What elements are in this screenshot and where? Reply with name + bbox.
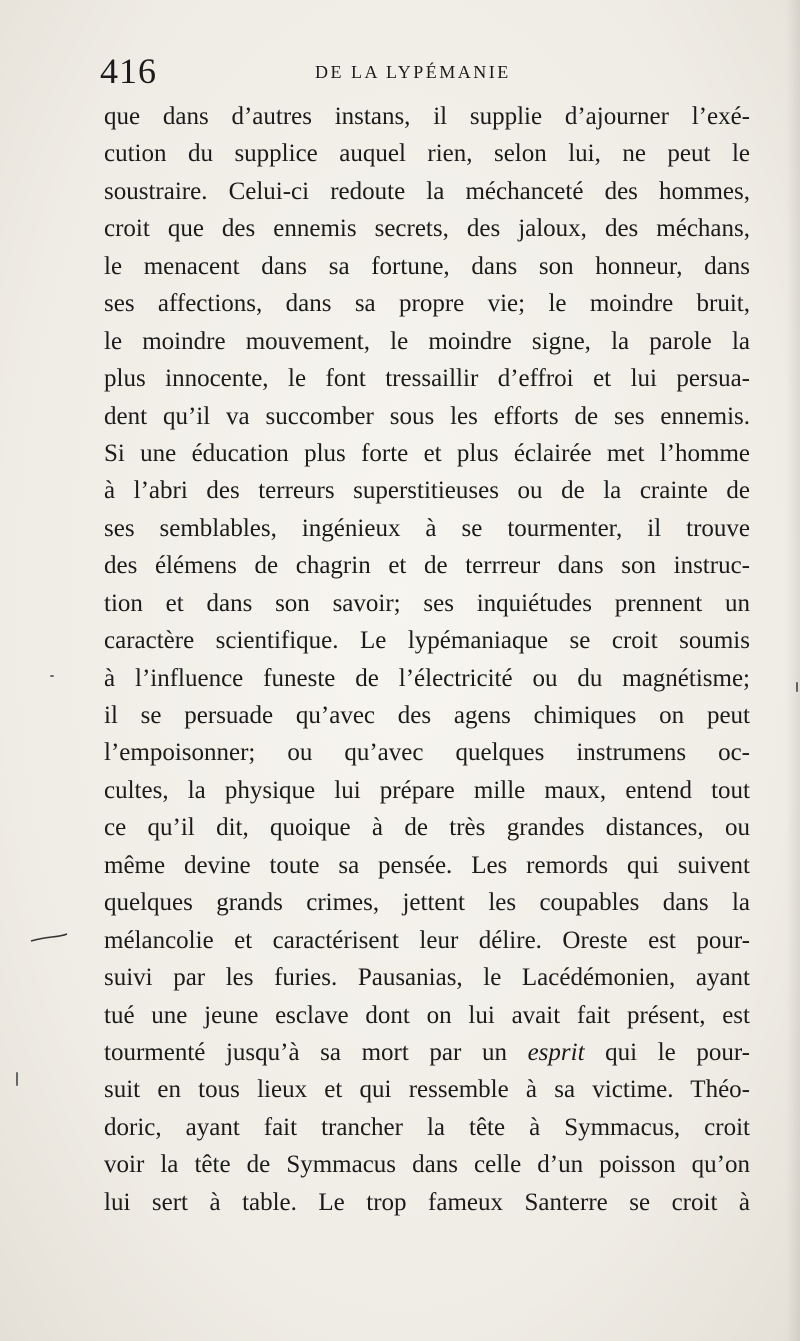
text-line: caractère scientifique. Le lypémaniaque se croit soumis (104, 627, 750, 655)
text-line: des élémens de chagrin et de terrreur dans son instruc- (104, 552, 750, 580)
text-line: cultes, la physique lui prépare mille maux, entend tout (104, 776, 750, 804)
body-text (104, 98, 750, 1221)
text-line: suit en tous lieux et qui ressemble à sa victime. Théo- (104, 1076, 750, 1104)
page-edge-shadow (786, 0, 800, 1341)
text-line: Si une éducation plus forte et plus éclairée met l’homme (104, 439, 750, 467)
text-line: le moindre mouvement, le moindre signe, la parole la (104, 327, 750, 355)
text-line: dent qu’il va succomber sous les efforts de ses ennemis. (104, 402, 750, 430)
page-number: 416 (100, 51, 157, 91)
text-line: croit que des ennemis secrets, des jaloux, des méchans, (104, 215, 750, 243)
ink-speck (50, 675, 54, 677)
text-line: plus innocente, le font tressaillir d’effroi et lui persua- (104, 365, 750, 393)
text-line: cution du supplice auquel rien, selon lui, ne peut le (104, 140, 750, 168)
text-line: à l’abri des terreurs superstitieuses ou de la crainte de (104, 477, 750, 505)
text-line: doric, ayant fait trancher la tête à Symmacus, croit (104, 1113, 750, 1141)
text-line: le menacent dans sa fortune, dans son honneur, dans (104, 252, 750, 280)
text-line: ses semblables, ingénieux à se tourmenter, il trouve (104, 514, 750, 542)
text-line: ses affections, dans sa propre vie; le moindre bruit, (104, 290, 750, 318)
text-segment: tourmenté jusqu’à sa mort par un (104, 1038, 528, 1066)
running-head: DE LA LYPÉMANIE (315, 62, 511, 82)
italic-word: esprit (527, 1038, 585, 1066)
text-line: il se persuade qu’avec des agens chimiques on peut (104, 702, 750, 729)
ink-speck (16, 1072, 18, 1086)
text-line: l’empoisonner; ou qu’avec quelques instrumens oc- (104, 739, 750, 767)
text-line: ce qu’il dit, quoique à de très grandes distances, ou (104, 814, 750, 842)
text-line-with-italic (104, 1034, 750, 1071)
margin-pencil-mark (30, 933, 68, 943)
text-line: suivi par les furies. Pausanias, le Lacédémonien, ayant (104, 964, 750, 992)
text-line: quelques grands crimes, jettent les coupables dans la (104, 889, 750, 917)
page-header (100, 48, 752, 94)
text-line: soustraire. Celui-ci redoute la méchanceté des hommes, (104, 177, 750, 205)
text-line: que dans d’autres instans, il supplie d’ajourner l’exé- (104, 103, 750, 130)
text-line: mélancolie et caractérisent leur délire. Oreste est pour- (104, 926, 750, 954)
text-line: même devine toute sa pensée. Les remords qui suivent (104, 851, 750, 879)
text-segment: qui le pour- (584, 1038, 750, 1066)
text-line: lui sert à table. Le trop fameux Santerre se croit à (104, 1188, 750, 1216)
text-line: à l’influence funeste de l’électricité ou du magnétisme; (104, 664, 750, 692)
text-line: voir la tête de Symmacus dans celle d’un poisson qu’on (104, 1151, 750, 1179)
text-line: tué une jeune esclave dont on lui avait fait présent, est (104, 1001, 750, 1029)
text-line: tion et dans son savoir; ses inquiétudes prennent un (104, 589, 750, 617)
